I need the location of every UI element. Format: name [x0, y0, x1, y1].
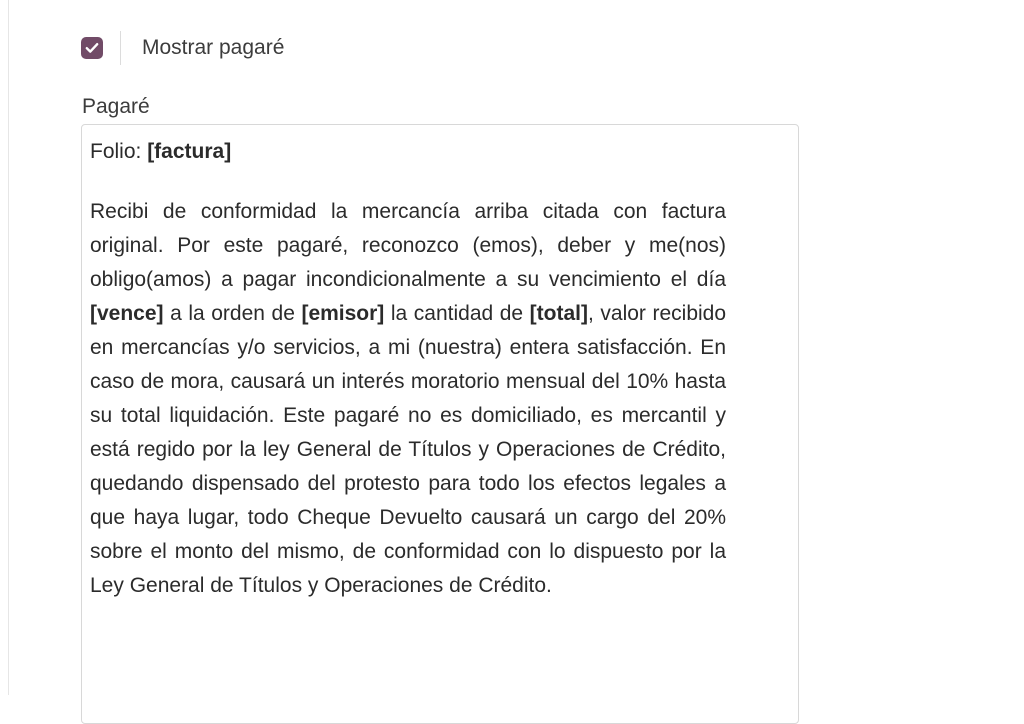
total-placeholder-tag: [total]	[529, 302, 588, 325]
promissory-note-editor[interactable]	[81, 124, 799, 724]
promissory-note-body	[90, 195, 726, 603]
issuer-placeholder-tag: [emisor]	[301, 302, 385, 325]
checkbox-separator	[120, 31, 121, 65]
show-promissory-note-checkbox[interactable]	[81, 37, 103, 59]
body-text-segment: , valor recibido en mercancías y/o servicios, a mi (nuestra) entera satisfacción. En caso de mora, causará un interés moratorio mensual del 10% hasta su total liquidación. Este pagaré no es domiciliado, es mercantil y está regido por la ley General de Títulos y Operaciones de Crédito, quedando dispensado del protesto para todo los efectos legales a que haya lugar, todo Cheque Devuelto causará un cargo del 20% sobre el monto del mismo, de conformidad con lo dispuesto por la Ley General de Títulos y Operaciones de Crédito.	[90, 302, 727, 597]
show-promissory-note-label[interactable]: Mostrar pagaré	[142, 36, 285, 59]
body-text-segment: Recibi de conformidad la mercancía arriba citada con factura original. Por este pagaré, reconozco (emos), deber y me(nos) obligo(amos) a pagar incondicionalmente a su vencimiento el día	[90, 200, 726, 291]
show-promissory-note-row	[81, 34, 284, 62]
body-text-segment: la cantidad de	[384, 302, 530, 325]
folio-prefix: Folio:	[90, 140, 148, 163]
body-text-segment: a la orden de	[163, 302, 302, 325]
due-date-placeholder-tag: [vence]	[90, 302, 164, 325]
promissory-note-field-label: Pagaré	[82, 95, 150, 118]
checkmark-icon	[85, 42, 99, 54]
left-panel-divider	[8, 0, 9, 695]
folio-line	[90, 135, 726, 169]
folio-placeholder-tag: [factura]	[147, 140, 232, 163]
